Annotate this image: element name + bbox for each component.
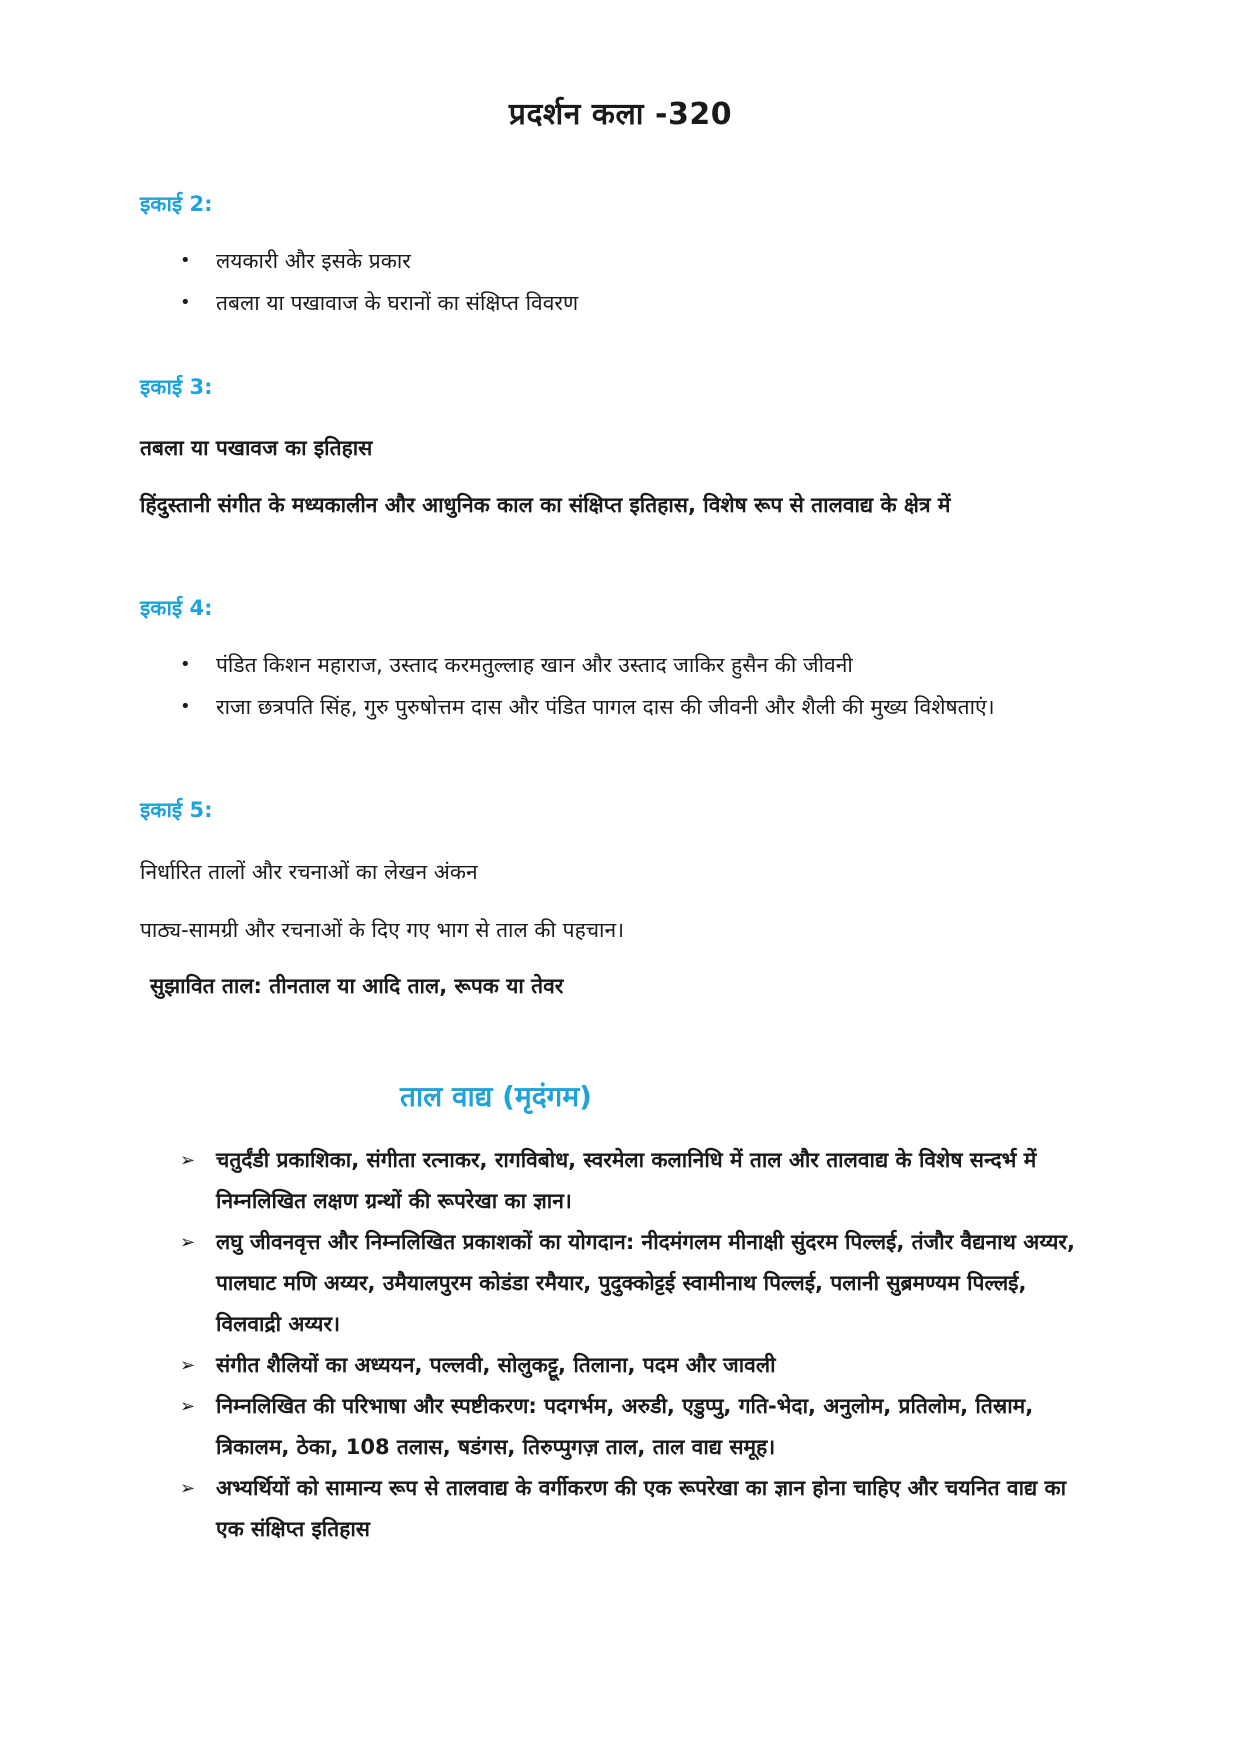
unit-2-list xyxy=(140,240,1080,324)
list-item xyxy=(140,686,1080,728)
unit-4-list xyxy=(140,644,1080,728)
arrow-bullet-icon: ➢ xyxy=(180,1150,196,1171)
section-title: ताल वाद्य (मृदंगम) xyxy=(400,1080,592,1113)
list-item xyxy=(140,1345,1090,1386)
bullet-icon: • xyxy=(180,250,191,271)
unit-3-heading: इकाई 3: xyxy=(140,375,213,399)
arrow-bullet-icon: ➢ xyxy=(180,1396,196,1417)
arrow-bullet-icon: ➢ xyxy=(180,1355,196,1376)
unit-5-heading: इकाई 5: xyxy=(140,798,213,822)
list-item xyxy=(140,1468,1090,1550)
arrow-bullet-icon: ➢ xyxy=(180,1232,196,1253)
list-item xyxy=(140,282,1080,324)
bullet-icon: • xyxy=(180,696,191,717)
list-item xyxy=(140,1386,1090,1468)
unit-2-heading: इकाई 2: xyxy=(140,192,213,216)
list-item xyxy=(140,240,1080,282)
unit-4-heading: इकाई 4: xyxy=(140,596,213,620)
unit-5-line-3: सुझावित ताल: तीनताल या आदि ताल, रूपक या तेवर xyxy=(150,974,564,998)
list-item xyxy=(140,644,1080,686)
section-list xyxy=(140,1140,1090,1550)
list-item-text: निम्नलिखित की परिभाषा और स्पष्टीकरण: पदगर्भम, अरुडी, एडुप्पु, गति-भेदा, अनुलोम, प्रतिलोम, तिस्राम, त्रिकालम, ठेका, 108 तलास, षडंगस, तिरुप्पुगज़ ताल, ताल वाद्य समूह। xyxy=(216,1394,1034,1459)
list-item-text: पंडित किशन महाराज, उस्ताद करमतुल्लाह खान और उस्ताद जाकिर हुसैन की जीवनी xyxy=(216,653,853,677)
unit-5-line-1: निर्धारित तालों और रचनाओं का लेखन अंकन xyxy=(140,860,478,884)
unit-5-line-2: पाठ्य-सामग्री और रचनाओं के दिए गए भाग से ताल की पहचान। xyxy=(140,918,625,942)
list-item-text: संगीत शैलियों का अध्ययन, पल्लवी, सोलुकट्टू, तिलाना, पदम और जावली xyxy=(216,1353,776,1377)
list-item-text: तबला या पखावाज के घरानों का संक्षिप्त विवरण xyxy=(216,291,579,315)
bullet-icon: • xyxy=(180,292,191,313)
list-item-text: राजा छत्रपति सिंह, गुरु पुरुषोत्तम दास और पंडित पागल दास की जीवनी और शैली की मुख्य विशेषताएं। xyxy=(216,695,995,719)
list-item-text: अभ्यर्थियों को सामान्य रूप से तालवाद्य के वर्गीकरण की एक रूपरेखा का ज्ञान होना चाहिए और चयनित वाद्य का एक संक्षिप्त इतिहास xyxy=(216,1476,1067,1541)
list-item xyxy=(140,1222,1090,1345)
list-item-text: लयकारी और इसके प्रकार xyxy=(216,249,411,273)
unit-3-line-2: हिंदुस्तानी संगीत के मध्यकालीन और आधुनिक काल का संक्षिप्त इतिहास, विशेष रूप से तालवाद्य के क्षेत्र में xyxy=(140,493,951,517)
list-item-text: चतुर्दंडी प्रकाशिका, संगीता रत्नाकर, रागविबोध, स्वरमेला कलानिधि में ताल और तालवाद्य के विशेष सन्दर्भ में निम्नलिखित लक्षण ग्रन्थों की रूपरेखा का ज्ञान। xyxy=(216,1148,1037,1213)
bullet-icon: • xyxy=(180,654,191,675)
list-item xyxy=(140,1140,1090,1222)
list-item-text: लघु जीवनवृत्त और निम्नलिखित प्रकाशकों का योगदान: नीदमंगलम मीनाक्षी सुंदरम पिल्लई, तंजौर वैद्यनाथ अय्यर, पालघाट मणि अय्यर, उमैयालपुरम कोडंडा रमैयार, पुदुक्कोट्टई स्वामीनाथ पिल्लई, पलानी सुब्रमण्यम पिल्लई, विलवाद्री अय्यर। xyxy=(216,1230,1075,1336)
page-title: प्रदर्शन कला -320 xyxy=(508,97,733,132)
arrow-bullet-icon: ➢ xyxy=(180,1478,196,1499)
unit-3-line-1: तबला या पखावज का इतिहास xyxy=(140,436,373,460)
